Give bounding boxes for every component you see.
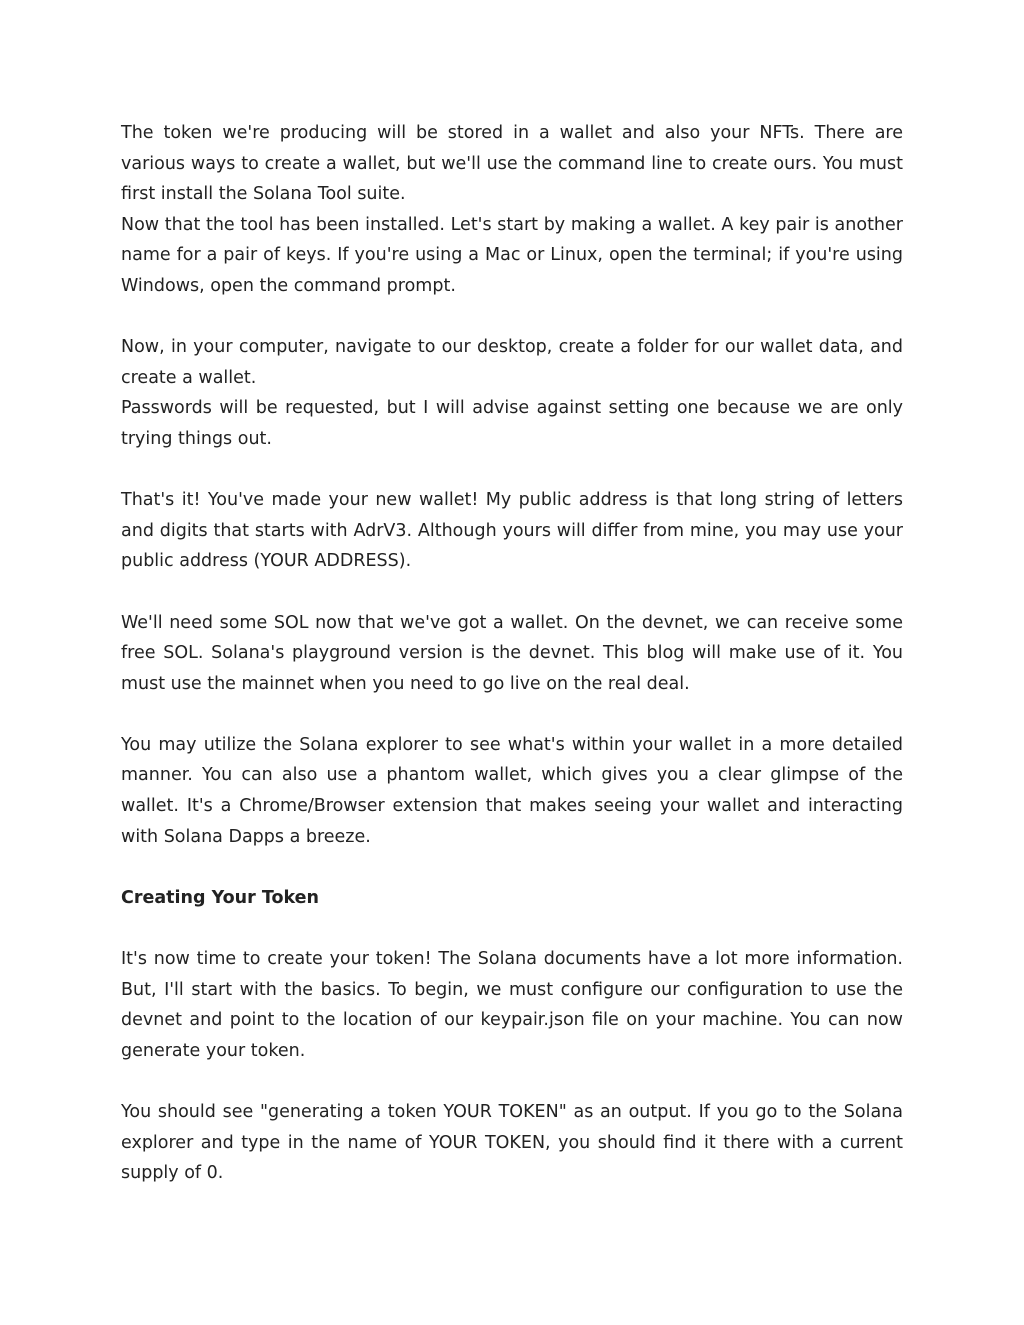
spacer <box>121 913 903 944</box>
spacer <box>121 852 903 883</box>
spacer <box>121 455 903 486</box>
spacer <box>121 302 903 333</box>
spacer <box>121 1066 903 1097</box>
paragraph-create-token: It's now time to create your token! The Solana documents have a lot more information. But, I'll start with the basics. To begin, we must configure our configuration to use the devnet and point to the location of our keypair.json file on your machine. You can now generate your token. <box>121 949 903 1061</box>
paragraph-navigate-desktop: Now, in your computer, navigate to our desktop, create a folder for our wallet data, and create a wallet. <box>121 337 903 388</box>
spacer <box>121 699 903 730</box>
paragraph-devnet-sol: We'll need some SOL now that we've got a wallet. On the devnet, we can receive some free SOL. Solana's playground version is the devnet. This blog will make use of it. You must use the mainnet when you need to go live on the real deal. <box>121 612 903 694</box>
paragraph-wallet-intro: The token we're producing will be stored in a wallet and also your NFTs. There are various ways to create a wallet, but we'll use the command line to create ours. You must first install the Solana Tool suite. <box>121 123 903 205</box>
document-page <box>121 118 903 1189</box>
paragraph-public-address: That's it! You've made your new wallet! My public address is that long string of letters and digits that starts with AdrV3. Although yours will differ from mine, you may use your public address (YOUR ADDRESS). <box>121 490 903 572</box>
paragraph-token-output: You should see "generating a token YOUR TOKEN" as an output. If you go to the Solana explorer and type in the name of YOUR TOKEN, you should find it there with a current supply of 0. <box>121 1102 903 1184</box>
paragraph-make-wallet: Now that the tool has been installed. Let's start by making a wallet. A key pair is another name for a pair of keys. If you're using a Mac or Linux, open the terminal; if you're using Windows, open the command prompt. <box>121 214 903 296</box>
paragraph-solana-explorer: You may utilize the Solana explorer to see what's within your wallet in a more detailed manner. You can also use a phantom wallet, which gives you a clear glimpse of the wallet. It's a Chrome/Browser extension that makes seeing your wallet and interacting with Solana Dapps a breeze. <box>121 734 903 847</box>
paragraph-passwords: Passwords will be requested, but I will advise against setting one because we are only trying things out. <box>121 398 903 449</box>
section-heading: Creating Your Token <box>121 887 319 908</box>
spacer <box>121 577 903 608</box>
